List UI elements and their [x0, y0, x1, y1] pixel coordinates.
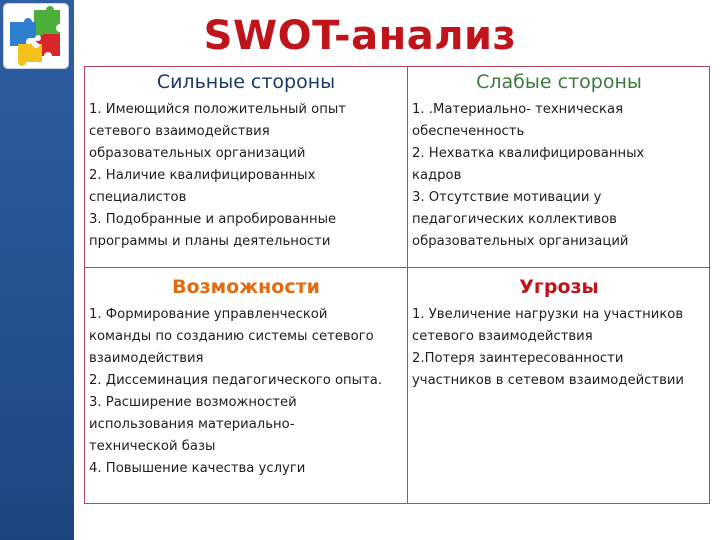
strengths-heading: Сильные стороны	[156, 71, 336, 93]
opportunities-text: 1. Формирование управленческой команды по созданию системы сетевого взаимодействия 2. Диссеминация педагогического опыта. 3. Расширение возможностей использования материально- технической базы 4. Повышение качества услуги	[89, 307, 383, 476]
weaknesses-text: 1. .Материально- техническая обеспеченность 2. Нехватка квалифицированных кадров 3. Отсутствие мотивации у педагогических коллективов образовательных организаций	[412, 102, 645, 249]
strengths-quadrant	[85, 67, 407, 267]
opportunities-quadrant	[85, 268, 407, 504]
opportunities-heading: Возможности	[172, 276, 320, 298]
weaknesses-heading: Слабые стороны	[476, 71, 642, 93]
puzzle-pieces-icon	[4, 4, 68, 68]
strengths-text: 1. Имеющийся положительный опыт сетевого взаимодействия образовательных организаций 2. Наличие квалифицированных специалистов 3. Подобранные и апробированные программы и планы деятельности	[89, 102, 346, 249]
page-title: SWOT-анализ	[203, 13, 517, 59]
weaknesses-quadrant	[408, 67, 710, 267]
threats-text: 1. Увеличение нагрузки на участников сетевого взаимодействия 2.Потеря заинтересованности участников в сетевом взаимодействии	[412, 307, 685, 388]
swot-table	[84, 66, 710, 504]
threats-heading: Угрозы	[519, 276, 599, 298]
threats-quadrant	[408, 268, 710, 504]
sidebar-band	[0, 0, 74, 540]
